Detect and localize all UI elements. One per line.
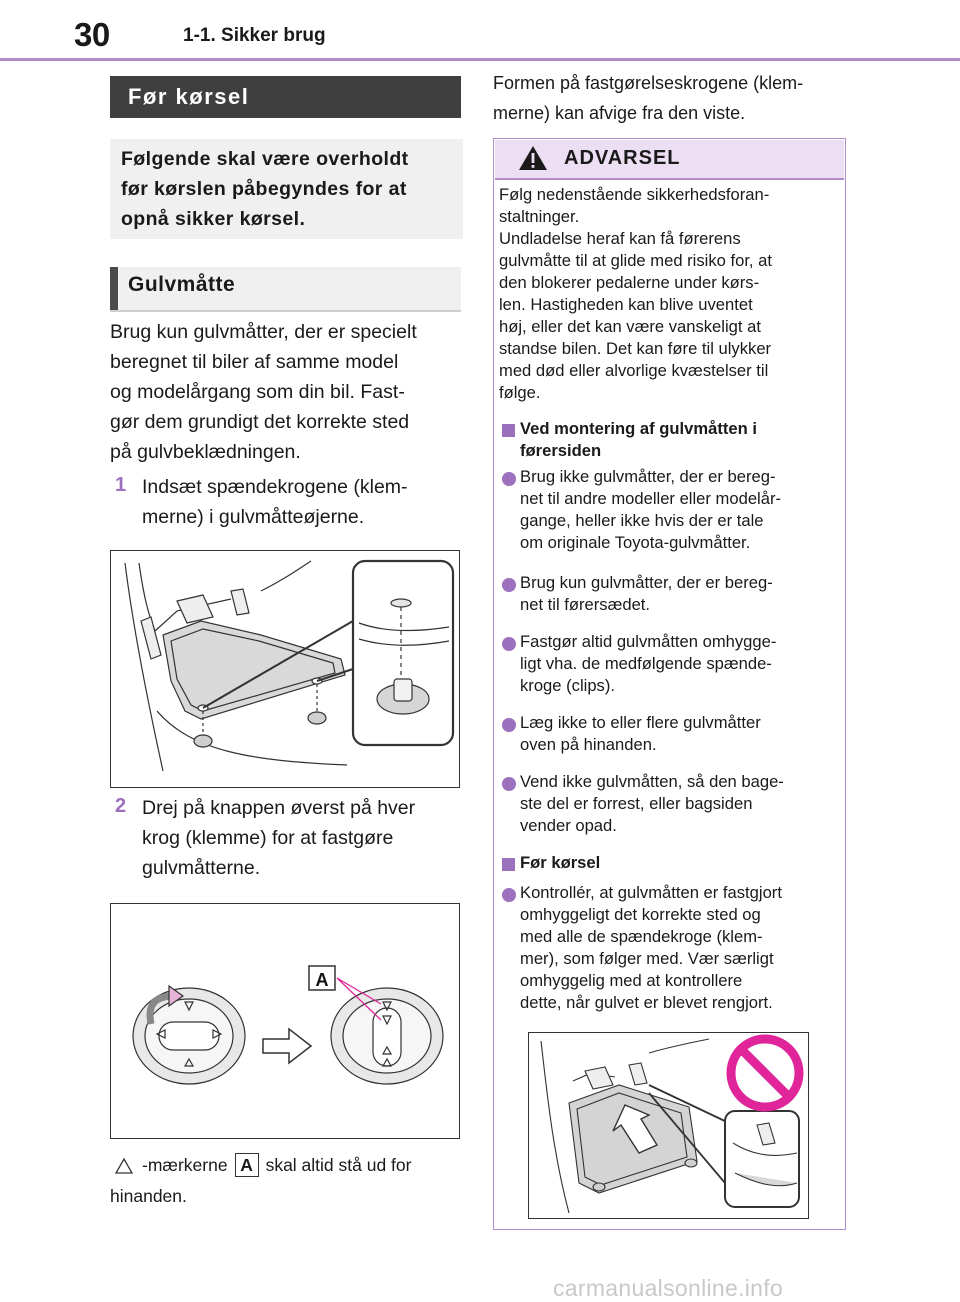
bullet-line: gange, heller ikke hvis der er tale xyxy=(520,511,764,530)
bullet-line: Kontrollér, at gulvmåtten er fastgjort xyxy=(520,883,782,902)
bullet-line: om originale Toyota-gulvmåtter. xyxy=(520,533,751,552)
paragraph-line: Brug kun gulvmåtter, der er specielt xyxy=(110,321,417,343)
paragraph-line: gør dem grundigt det korrekte sted xyxy=(110,411,410,433)
warning-line: høj, eller det kan være vanskeligt at xyxy=(499,317,761,336)
warning-line: gulvmåtte til at glide med risiko for, at xyxy=(499,251,772,270)
bullet-line: Læg ikke to eller flere gulvmåtter xyxy=(520,713,761,732)
warning-line: Undladelse heraf kan få førerens xyxy=(499,229,741,248)
bullet-line: vender opad. xyxy=(520,816,617,835)
bullet-item xyxy=(520,882,782,1014)
caption-after: skal altid stå ud for xyxy=(265,1155,412,1175)
step-line: gulvmåtterne. xyxy=(142,857,261,879)
paragraph-line: beregnet til biler af samme model xyxy=(110,351,399,373)
floor-mat-paragraph xyxy=(110,317,417,467)
paragraph-line: på gulvbeklædningen. xyxy=(110,441,301,463)
bullet-line: Brug kun gulvmåtter, der er bereg- xyxy=(520,573,773,592)
bullet-line: kroge (clips). xyxy=(520,676,615,695)
step-1-number: 1 xyxy=(115,474,127,496)
step-line: krog (klemme) for at fastgøre xyxy=(142,827,394,849)
step-line: Indsæt spændekrogene (klem- xyxy=(142,476,408,498)
step-line: Drej på knappen øverst på hver xyxy=(142,797,416,819)
bullet-line: omhyggelig med at kontrollere xyxy=(520,971,743,990)
intro-line: opnå sikker kørsel. xyxy=(121,208,306,230)
bullet-line: dette, når gulvet er blevet rengjort. xyxy=(520,993,773,1012)
bullet-line: Fastgør altid gulvmåtten omhygge- xyxy=(520,632,777,651)
caption xyxy=(110,1151,470,1213)
bullet-item xyxy=(520,572,773,616)
bullet-marker xyxy=(502,777,516,791)
paragraph-line: og modelårgang som din bil. Fast- xyxy=(110,381,405,403)
warning-line: len. Hastigheden kan blive uventet xyxy=(499,295,753,314)
step-1-text xyxy=(142,472,408,532)
triangle-mark-icon xyxy=(110,1154,138,1176)
bullet-line: ste del er forrest, eller bagsiden xyxy=(520,794,753,813)
bullet-item xyxy=(520,712,761,756)
heading-before-driving: Før kørsel xyxy=(110,76,461,118)
bullet-line: Vend ikke gulvmåtten, så den bage- xyxy=(520,772,784,791)
subheading-divider xyxy=(110,310,461,312)
bullet-item xyxy=(520,631,776,697)
intro-line: Følgende skal være overholdt xyxy=(121,148,409,170)
section-before-driving-heading: Før kørsel xyxy=(520,853,601,872)
bullet-marker xyxy=(502,637,516,651)
bullet-line: med alle de spændekroge (klem- xyxy=(520,927,763,946)
warning-triangle-icon xyxy=(517,144,549,172)
section-title: 1-1. Sikker brug xyxy=(183,25,326,46)
knob-illustration xyxy=(111,904,458,1137)
bullet-line: ligt vha. de medfølgende spænde- xyxy=(520,654,772,673)
warning-title: ADVARSEL xyxy=(564,147,681,169)
warning-line: med død eller alvorlige kvæstelser til xyxy=(499,361,769,380)
bullet-line: Brug ikke gulvmåtter, der er bereg- xyxy=(520,467,776,486)
warning-line: følge. xyxy=(499,383,541,402)
header-divider xyxy=(0,58,960,61)
bullet-line: net til andre modeller eller modelår- xyxy=(520,489,782,508)
step-line: merne) i gulvmåtteøjerne. xyxy=(142,506,365,528)
figure-floor-mat-hooks xyxy=(110,550,460,788)
intro-box xyxy=(110,139,463,239)
bullet-item xyxy=(520,771,784,837)
clip-shape-note xyxy=(493,68,803,128)
bullet-marker xyxy=(502,578,516,592)
section-line: Ved montering af gulvmåtten i xyxy=(520,419,757,438)
note-line: merne) kan afvige fra den viste. xyxy=(493,103,746,123)
intro-line: før kørslen påbegyndes for at xyxy=(121,178,407,200)
bullet-line: oven på hinanden. xyxy=(520,735,657,754)
section-line: førersiden xyxy=(520,441,602,460)
step-2-number: 2 xyxy=(115,795,127,817)
warning-line: staltninger. xyxy=(499,207,580,226)
floor-mat-illustration xyxy=(111,551,458,786)
warning-line: den blokerer pedalerne under kørs- xyxy=(499,273,760,292)
bullet-item xyxy=(520,466,781,554)
figure-label-a: A xyxy=(315,970,329,990)
bullet-line: mer), som følger med. Vær særligt xyxy=(520,949,774,968)
caption-before: -mærkerne xyxy=(142,1155,228,1175)
note-line: Formen på fastgørelseskrogene (klem- xyxy=(493,73,804,93)
section-square-marker xyxy=(502,858,515,871)
bullet-line: omhyggeligt det korrekte sted og xyxy=(520,905,761,924)
warning-divider xyxy=(495,178,844,180)
warning-intro xyxy=(499,184,772,404)
prohibited-sign-icon xyxy=(731,1039,799,1107)
incorrect-mat-illustration xyxy=(529,1033,807,1217)
caption-line-2: hinanden. xyxy=(110,1186,187,1206)
bullet-marker xyxy=(502,718,516,732)
warning-line: Følg nedenstående sikkerhedsforan- xyxy=(499,185,770,204)
step-2-text xyxy=(142,793,415,883)
section-mounting-heading xyxy=(520,418,757,462)
figure-incorrect-mat xyxy=(528,1032,809,1219)
bullet-marker xyxy=(502,472,516,486)
warning-line: standse bilen. Det kan føre til ulykker xyxy=(499,339,772,358)
bullet-line: net til førersædet. xyxy=(520,595,651,614)
subheading-floor-mat: Gulvmåtte xyxy=(110,267,461,310)
caption-label-a: A xyxy=(235,1153,259,1177)
bullet-marker xyxy=(502,888,516,902)
page-number: 30 xyxy=(74,16,110,53)
section-square-marker xyxy=(502,424,515,437)
footer-watermark: carmanualsonline.info xyxy=(553,1275,784,1301)
figure-turn-knob xyxy=(110,903,460,1139)
